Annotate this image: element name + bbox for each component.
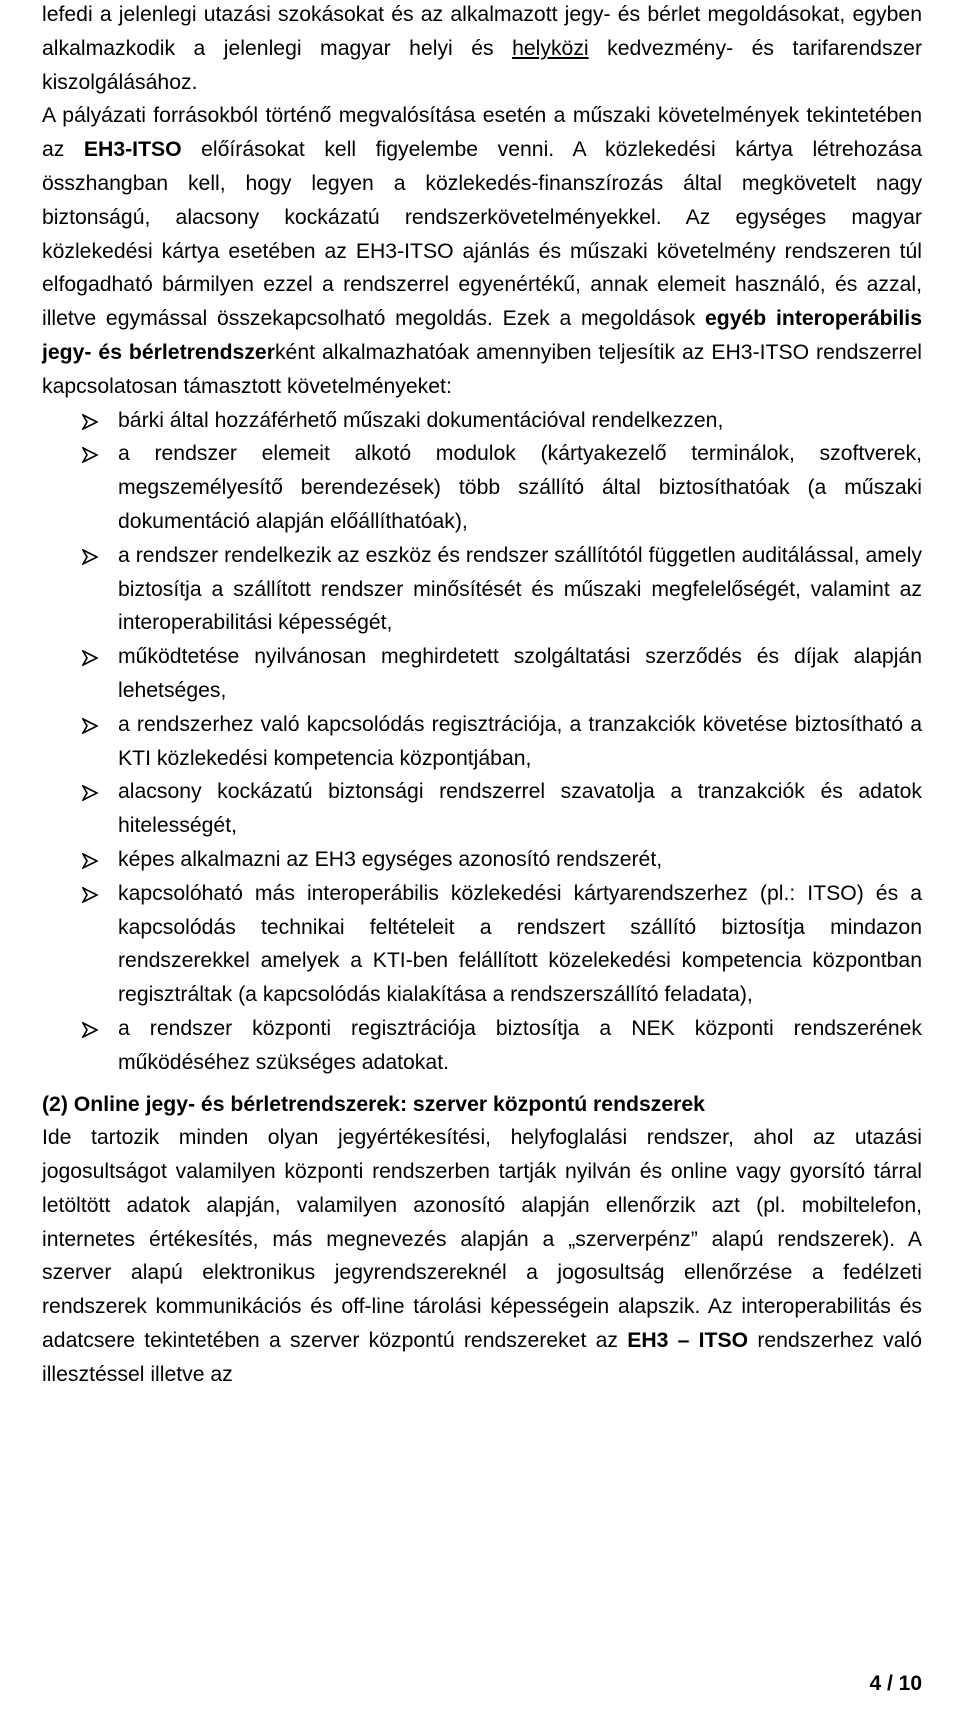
document-page [42, 0, 922, 1392]
list-item [42, 437, 922, 538]
arrowhead-bullet-icon [82, 1022, 98, 1038]
intro-p1-underlined: helyközi [512, 36, 589, 60]
intro-p2-b: előírásokat kell figyelembe venni. A közlekedési kártya létrehozása összhangban kell, hogy legyen a közlekedés-finanszírozás által megkövetelt nagy biztonságú, alacsony kockázatú rendszerkövetelményekkel. Az egységes magyar közlekedési kártya esetében az EH3-ITSO ajánlás és műszaki követelmény rendszeren túl elfogadható bármilyen ezzel a rendszerrel egyenértékű, annak elemeit használó, és azzal, illetve egymással összekapcsolható megoldás. Ezek a megoldások [42, 138, 922, 331]
arrowhead-bullet-icon [82, 718, 98, 734]
list-item [42, 640, 922, 708]
intro-p2-bold2: egyéb interoperábilis jegy- és bérletrendszer [42, 307, 922, 364]
arrowhead-bullet-icon [82, 650, 98, 666]
section2-text-a: Ide tartozik minden olyan jegyértékesítési, helyfoglalási rendszer, ahol az utazási jogosultságot valamilyen központi rendszerben tartják nyilván és online vagy gyorsító tárral letöltött adatok alapján, valamilyen azonosító alapján ellenőrzik azt (pl. mobiltelefon, internetes értékesítés, más megnevezés alapján a „szerverpénz” alapú rendszerek). A szerver alapú elektronikus jegyrendszereknél a jogosultság ellenőrzése a fedélzeti rendszerek kommunikációs és off-line tárolási képességein alapszik. Az interoperabilitás és adatcsere tekintetében a szerver központú rendszereket az [42, 1126, 922, 1353]
list-item [42, 843, 922, 877]
list-item-text: képes alkalmazni az EH3 egységes azonosító rendszerét, [118, 847, 663, 871]
section2-text-bold: EH3 – ITSO [627, 1329, 749, 1353]
list-item-text: a rendszer rendelkezik az eszköz és rendszer szállítótól független auditálással, amely biztosítja a szállított rendszer minősítését és műszaki megfelelőségét, valamint az interoperabilitási képességét, [118, 543, 922, 635]
list-item [42, 404, 922, 438]
arrowhead-bullet-icon [82, 785, 98, 801]
list-item [42, 539, 922, 640]
arrowhead-bullet-icon [82, 887, 98, 903]
intro-p2-a: A pályázati forrásokból történő megvalósítása esetén a műszaki követelmények tekintetében az [42, 104, 922, 162]
intro-paragraph-1 [42, 0, 922, 99]
list-item-text: kapcsolóható más interoperábilis közlekedési kártyarendszerhez (pl.: ITSO) és a kapcsolódás technikai feltételeit a rendszert szállító biztosítja mindazon rendszerekkel amelyek a KTI-ben felállított közelekedési kompetencia központban regisztráltak (a kapcsolódás kialakítása a rendszerszállító feladata), [118, 881, 922, 1007]
section2-paragraph [42, 1121, 922, 1391]
section2-text-b: rendszerhez való illesztéssel illetve az [42, 1329, 923, 1386]
list-item-text: működtetése nyilvánosan meghirdetett szolgáltatási szerződés és díjak alapján lehetséges, [118, 645, 922, 702]
arrowhead-bullet-icon [82, 549, 98, 565]
list-item [42, 708, 922, 776]
list-item-text: a rendszerhez való kapcsolódás regisztrációja, a tranzakciók követése biztosítható a KTI közlekedési kompetencia központjában, [118, 712, 922, 770]
list-item-text: a rendszer központi regisztrációja biztosítja a NEK központi rendszerének működéséhez szükséges adatokat. [118, 1016, 922, 1074]
list-item [42, 775, 922, 843]
list-item [42, 1012, 922, 1080]
intro-p1-b: kedvezmény- és tarifarendszer kiszolgálásához. [42, 36, 922, 94]
intro-p2-c: ként alkalmazhatóak amennyiben teljesítik az EH3-ITSO rendszerrel kapcsolatosan támasztott követelményeket: [42, 340, 922, 398]
section-heading: (2) Online jegy- és bérletrendszerek: szerver központú rendszerek [42, 1092, 705, 1116]
list-item [42, 877, 922, 1012]
list-item-text: alacsony kockázatú biztonsági rendszerrel szavatolja a tranzakciók és adatok hitelességét, [118, 780, 922, 838]
arrowhead-bullet-icon [82, 853, 98, 869]
requirements-list [42, 404, 922, 1080]
arrowhead-bullet-icon [82, 447, 98, 463]
intro-p1-a: lefedi a jelenlegi utazási szokásokat és az alkalmazott jegy- és bérlet megoldásokat, egyben alkalmazkodik a jelenlegi magyar helyi és [42, 3, 922, 60]
page-number: 4 / 10 [869, 1672, 922, 1695]
list-item-text: bárki által hozzáférhető műszaki dokumentációval rendelkezzen, [118, 408, 724, 432]
intro-p2-bold: EH3-ITSO [83, 138, 182, 162]
arrowhead-bullet-icon [82, 414, 98, 430]
intro-paragraph-2 [42, 99, 922, 403]
list-item-text: a rendszer elemeit alkotó modulok (kártyakezelő terminálok, szoftverek, megszemélyesítő berendezések) több szállító által biztosíthatóak (a műszaki dokumentáció alapján előállíthatóak), [118, 442, 922, 533]
